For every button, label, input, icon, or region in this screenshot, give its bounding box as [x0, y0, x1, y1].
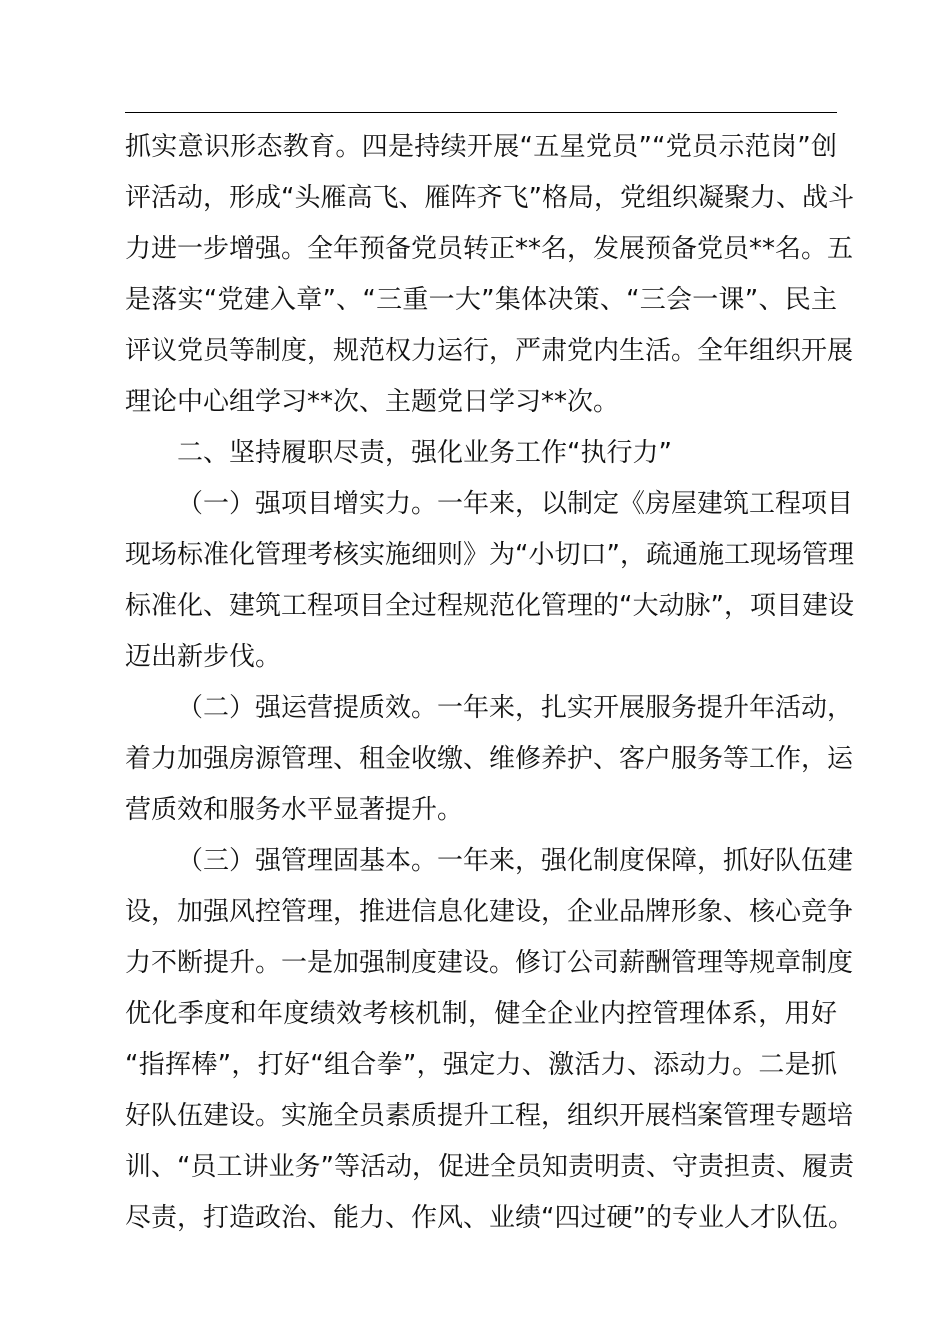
paragraph-line: 力进一步增强。全年预备党员转正**名，发展预备党员**名。五 [125, 234, 854, 264]
paragraph-line: 抓实意识形态教育。四是持续开展“五星党员”“党员示范岗”创 [125, 132, 837, 162]
section-heading: 二、坚持履职尽责，强化业务工作“执行力” [177, 438, 672, 468]
paragraph-line: 好队伍建设。实施全员素质提升工程，组织开展档案管理专题培 [125, 1101, 854, 1131]
paragraph-line: 着力加强房源管理、租金收缴、维修养护、客户服务等工作，运 [125, 744, 854, 774]
paragraph-line: 评活动，形成“头雁高飞、雁阵齐飞”格局，党组织凝聚力、战斗 [125, 183, 854, 213]
header-rule [125, 112, 837, 113]
paragraph-line: 力不断提升。一是加强制度建设。修订公司薪酬管理等规章制度 [125, 948, 854, 978]
paragraph-line: （三）强管理固基本。一年来，强化制度保障，抓好队伍建 [177, 846, 854, 876]
paragraph-line: 标准化、建筑工程项目全过程规范化管理的“大动脉”，项目建设 [125, 591, 854, 621]
paragraph-line: 理论中心组学习**次、主题党日学习**次。 [125, 387, 620, 417]
paragraph-line: “指挥棒”，打好“组合拳”，强定力、激活力、添动力。二是抓 [125, 1050, 837, 1080]
paragraph-line: 评议党员等制度，规范权力运行，严肃党内生活。全年组织开展 [125, 336, 854, 366]
paragraph-line: 训、“员工讲业务”等活动，促进全员知责明责、守责担责、履责 [125, 1152, 854, 1182]
paragraph-line: 设，加强风控管理，推进信息化建设，企业品牌形象、核心竞争 [125, 897, 854, 927]
paragraph-line: 是落实“党建入章”、“三重一大”集体决策、“三会一课”、民主 [125, 285, 837, 315]
paragraph-line: 营质效和服务水平显著提升。 [125, 795, 464, 825]
paragraph-line: 迈出新步伐。 [125, 642, 282, 672]
paragraph-line: 现场标准化管理考核实施细则》为“小切口”，疏通施工现场管理 [125, 540, 854, 570]
paragraph-line: 优化季度和年度绩效考核机制，健全企业内控管理体系，用好 [125, 999, 837, 1029]
paragraph-line: （一）强项目增实力。一年来，以制定《房屋建筑工程项目 [177, 489, 854, 519]
paragraph-line: （二）强运营提质效。一年来，扎实开展服务提升年活动， [177, 693, 854, 723]
paragraph-line: 尽责，打造政治、能力、作风、业绩“四过硬”的专业人才队伍。 [125, 1203, 854, 1233]
